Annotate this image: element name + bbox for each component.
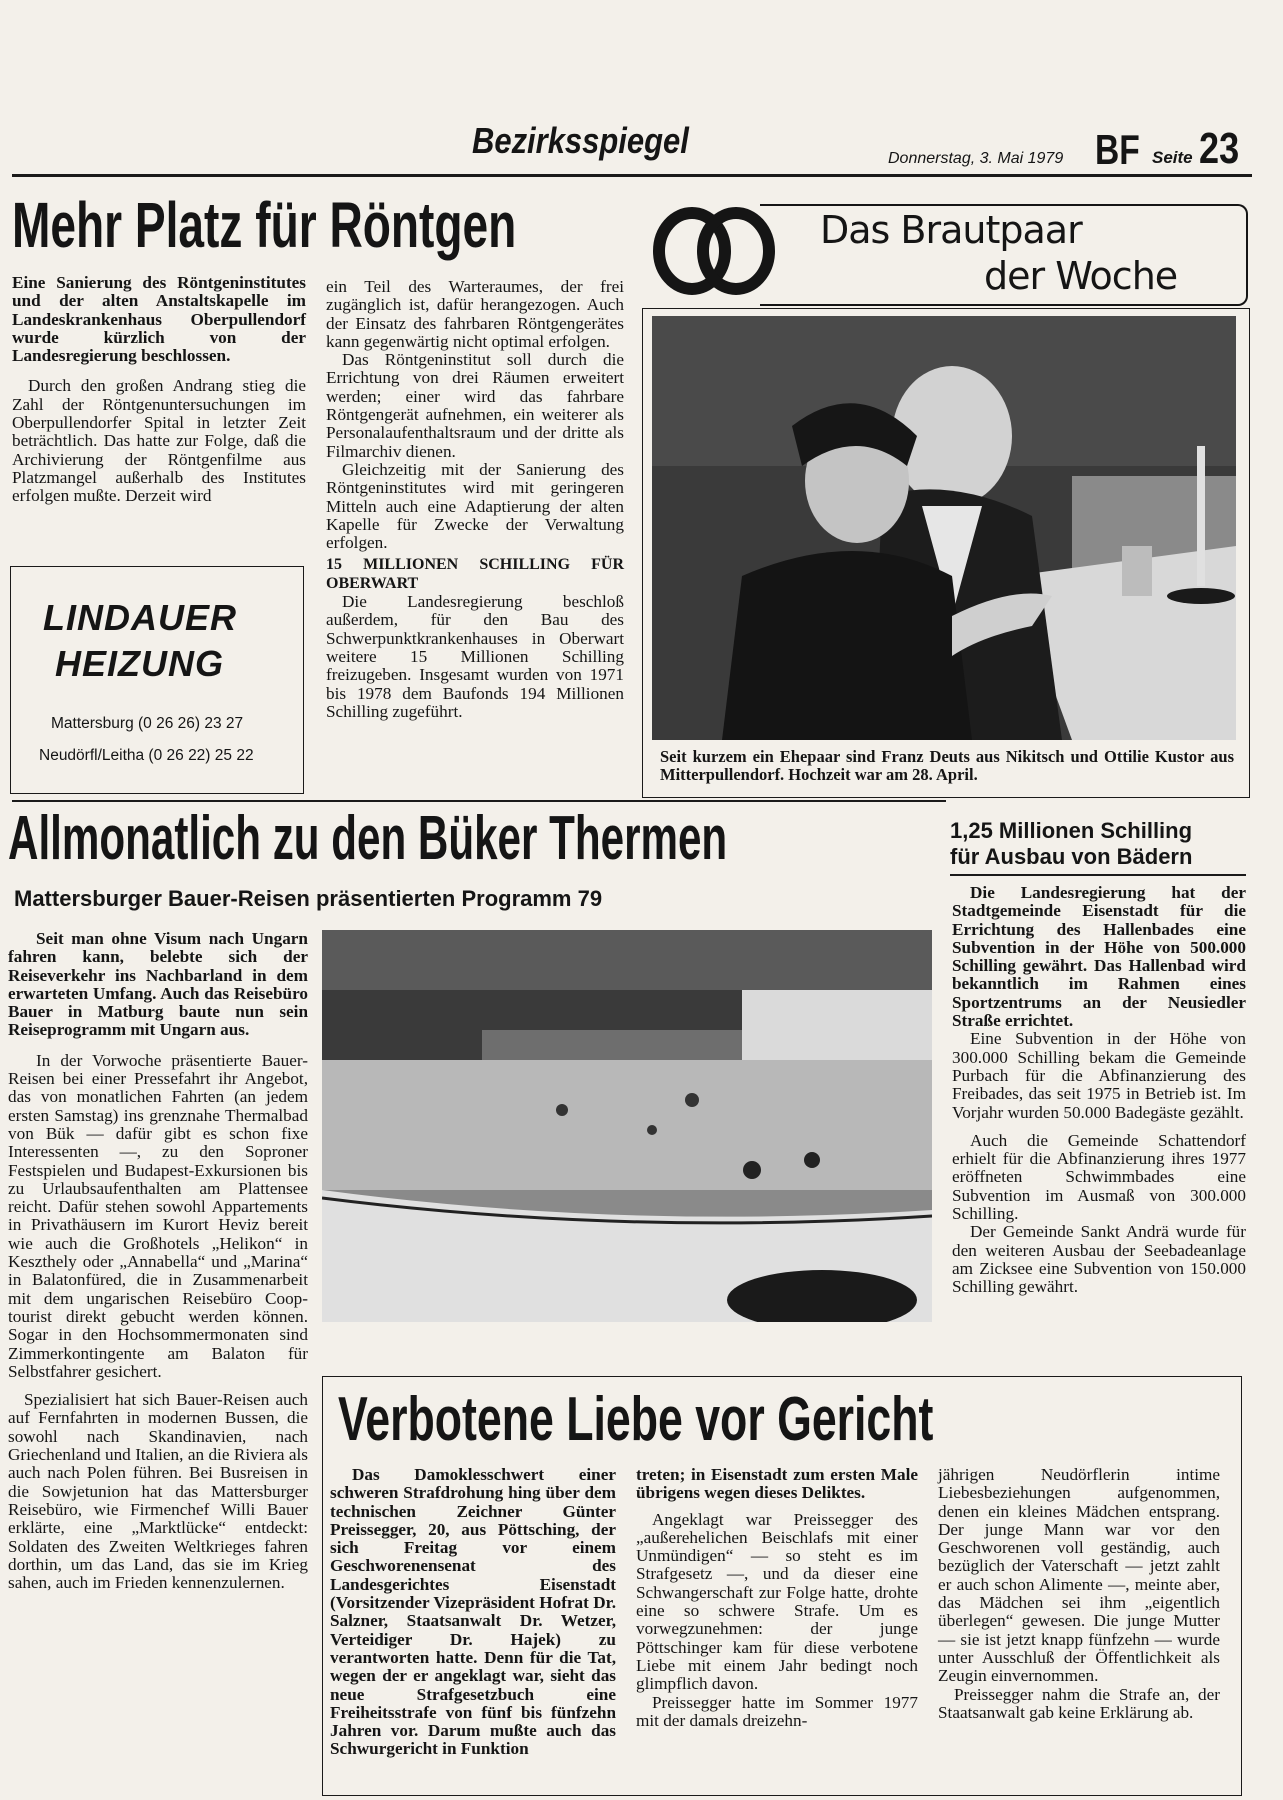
baeder-column <box>952 884 1246 1297</box>
gericht-paragraph: Preissegger nahm die Strafe an, der Staatsanwalt gab keine Erklärung ab. <box>938 1684 1220 1722</box>
brautpaar-title-line2: der Woche <box>984 254 1178 298</box>
brautpaar-title-line1: Das Brautpaar <box>820 208 1082 252</box>
baeder-paragraph: Der Gemeinde Sankt Andrä wurde für den weiteren Ausbau der Seebadeanlage am Zicksee eine Subvention von 150.000 Schilling gewährt. <box>952 1222 1246 1297</box>
roentgen-paragraph: Das Röntgeninstitut soll durch die Errichtung von drei Räumen erweitert werden; einer wird das fahrbare Röntgengerät aufnehmen, ein weiterer als Personalaufenthaltsraum und der dritte als Filmarchiv dienen. <box>326 350 624 461</box>
ad-phone-neudoerfl: Neudörfl/Leitha (0 26 22) 25 22 <box>39 747 254 764</box>
thermen-subhead: Mattersburger Bauer-Reisen präsentierten Programm 79 <box>14 886 603 911</box>
ad-phone-mattersburg: Mattersburg (0 26 26) 23 27 <box>51 715 244 732</box>
brautpaar-photo <box>652 316 1236 740</box>
roentgen-paragraph: Gleichzeitig mit der Sanierung des Röntgeninstitutes wird mit geringeren Mitteln auch eine Adaptierung der alten Kapelle für Zwecke der Verwaltung erfolgen. <box>326 459 624 553</box>
roentgen-headline: Mehr Platz für Röntgen <box>12 189 517 261</box>
baeder-headline-line1: 1,25 Millionen Schilling <box>950 818 1193 843</box>
thermen-lead: Seit man ohne Visum nach Ungarn fahren kann, belebte sich der Reiseverkehr ins Nachbarland in dem erwarteten Umfang. Auch das Reisebüro Bauer in Matburg baute nun sein Reiseprogramm mit Ungarn aus. <box>8 929 308 1040</box>
baeder-headline-line2: für Ausbau von Bädern <box>950 844 1193 869</box>
ad-title-line2: HEIZUNG <box>55 643 224 684</box>
brautpaar-caption: Seit kurzem ein Ehepaar sind Franz Deuts aus Nikitsch und Ottilie Kustor aus Mitterpullendorf. Hochzeit war am 28. April. <box>660 747 1234 785</box>
baeder-lead: Die Landesregierung hat der Stadtgemeinde Eisenstadt für die Errichtung des Hallenbades eine Subvention in der Höhe von 500.000 Schilling gewährt. Das Hallenbad wird bekanntlich im Rahmen eines Sportzentrums an der Neusiedler Straße errichtet. <box>952 883 1246 1031</box>
roentgen-paragraph: Die Landesregierung beschloß außerdem, für den Bau des Schwerpunktkrankenhauses in Oberwart weitere 15 Millionen Schilling freizugeben. Insgesamt wurden von 1971 bis 1978 dem Baufonds 194 Millionen Schilling zugeführt. <box>326 592 624 721</box>
ad-title-line1: LINDAUER <box>43 597 237 638</box>
roentgen-col1-paragraph: Durch den großen Andrang stieg die Zahl der Röntgenuntersuchungen im Oberpullendorfer Spital in letzter Zeit beträchtlich. Das hatte zur Folge, daß die Archivierung der Röntgenfilme aus Platzmangel außerhalb des Institutes erfolgen mußte. Derzeit wird <box>12 376 306 506</box>
roentgen-col1 <box>12 274 306 506</box>
gericht-paragraph: jährigen Neudörflerin intime Liebesbeziehungen aufgenommen, denen ein kleines Mädchen entsprang. Der junge Mann war vor den Geschworenen voll geständig, auch bezüglich der Vaterschaft — jetzt zahlt er auch schon Alimente —, meinte aber, das Mädchen sei ihm „eigentlich überlegen“ gewesen. Die junge Mutter — sie ist jetzt knapp fünfzehn — wurde unter Ausschluß der Öffentlichkeit als Zeugin einvernommen. <box>938 1465 1220 1686</box>
gericht-paragraph: treten; in Eisenstadt zum ersten Male übrigens wegen dieses Deliktes. <box>636 1465 918 1503</box>
masthead <box>0 112 1283 178</box>
paper-logo: BF <box>1095 126 1140 173</box>
gericht-col3 <box>938 1466 1220 1722</box>
gericht-col2 <box>636 1466 918 1730</box>
thermen-paragraph: In der Vorwoche präsentierte Bauer-Reisen bei einer Pressefahrt ihr Angebot, das von monatlichen Fahrten (an jedem ersten Samstag) ins grenznahe Thermalbad von Bük — dafür gibt es schon fixe Interessenten —, zu den Soproner Festspielen und Budapest-Exkursionen bis zu Urlaubsaufenthalten am Plattensee reicht. Dafür stehen sowohl Appartements in Privathäusern im Kurort Heviz bereit wie auch die Großhotels „Helikon“ in Keszthely oder „Annabella“ und „Marina“ in Balatonfüred, die in Zusammenarbeit mit dem ungarischen Reisebüro Coop-tourist direkt gebucht werden können. Sogar in den Hochsommermonaten sind Zimmerkontingente am Balaton für Selbstfahrer gesichert. <box>8 1050 308 1381</box>
roentgen-subhead: 15 MILLIONEN SCHILLING FÜR OBERWART <box>326 556 624 592</box>
section-rule <box>12 800 946 802</box>
page-label: Seite <box>1152 148 1193 167</box>
gericht-headline: Verbotene Liebe vor Gericht <box>338 1385 934 1454</box>
roentgen-col2 <box>326 278 624 721</box>
section-title: Bezirksspiegel <box>472 120 689 161</box>
page-number: 23 <box>1199 124 1240 173</box>
masthead-rule <box>12 174 1252 177</box>
issue-date: Donnerstag, 3. Mai 1979 <box>888 150 1064 167</box>
gericht-paragraph: Angeklagt war Preissegger des „außerehelichen Beischlafs mit einer Unmündigen“ — so steht es im Strafgesetz —, und da dieser eine Schwangerschaft zur Folge hatte, drohte eine so schwere Strafe. Um es vorwegzunehmen: der junge Pöttschinger kam für diese verbotene Liebe mit einem Jahr bedingt noch glimpflich davon. <box>636 1509 918 1694</box>
gericht-col1: Das Damoklesschwert einer schweren Strafdrohung hing über dem technischen Zeichner Günter Preissegger, 20, aus Pöttsching, der sich Freitag vor einem Geschworenensenat des Landesgerichtes Eisenstadt (Vorsitzender Vizepräsident Hofrat Dr. Salzner, Staatsanwalt Dr. Wetzer, Verteidiger Dr. Hajek) zu verantworten hatte. Denn für die Tat, wegen der er angeklagt war, sieht das neue Strafgesetzbuch eine Freiheitsstrafe von fünf bis fünfzehn Jahren vor. Darum mußte auch das Schwurgericht in Funktion <box>330 1465 616 1759</box>
baeder-paragraph: Eine Subvention in der Höhe von 300.000 Schilling bekam die Gemeinde Purbach für die Abfinanzierung des Freibades, das seit 1975 in Betrieb ist. Im Vorjahr wurden 50.000 Badegäste gezählt. <box>952 1029 1246 1122</box>
baeder-paragraph: Auch die Gemeinde Schattendorf erhielt für die Abfinanzierung ihres 1977 eröffneten Schwimmbades eine Subvention im Ausmaß von 300.000 Schilling. <box>952 1130 1246 1224</box>
thermen-headline: Allmonatlich zu den Büker Thermen <box>8 804 728 873</box>
ad-box <box>10 566 304 794</box>
gericht-paragraph: Preissegger hatte im Sommer 1977 mit der damals dreizehn- <box>636 1692 918 1730</box>
roentgen-lead: Eine Sanierung des Röntgeninstitutes und der alten Anstaltskapelle im Landeskrankenhaus Oberpullendorf wurde kürzlich von der Landesregierung beschlossen. <box>12 273 306 366</box>
thermen-paragraph: Spezialisiert hat sich Bauer-Reisen auch auf Fernfahrten in modernen Bussen, die sowohl nach Skandinavien, nach Griechenland und Italien, an die Riviera als auch nach Polen führen. Bei Busreisen in die Sowjetunion hat das Mattersburger Reisebüro, wie Firmenchef Willi Bauer erklärte, eine „Marktlücke“ entdeckt: Soldaten des Zweiten Weltkrieges fahren dorthin, um das Land, das sie im Krieg sahen, auch im Frieden kennenzulernen. <box>8 1390 308 1593</box>
baeder-rule <box>950 874 1246 876</box>
thermal-bath-photo <box>322 930 932 1322</box>
thermen-col1 <box>8 930 308 1592</box>
roentgen-paragraph: ein Teil des Warteraumes, der frei zugänglich ist, dafür herangezogen. Auch der Einsatz des fahrbaren Röntgengerätes kann gegenwärtig nicht optimal erfolgen. <box>326 277 624 351</box>
